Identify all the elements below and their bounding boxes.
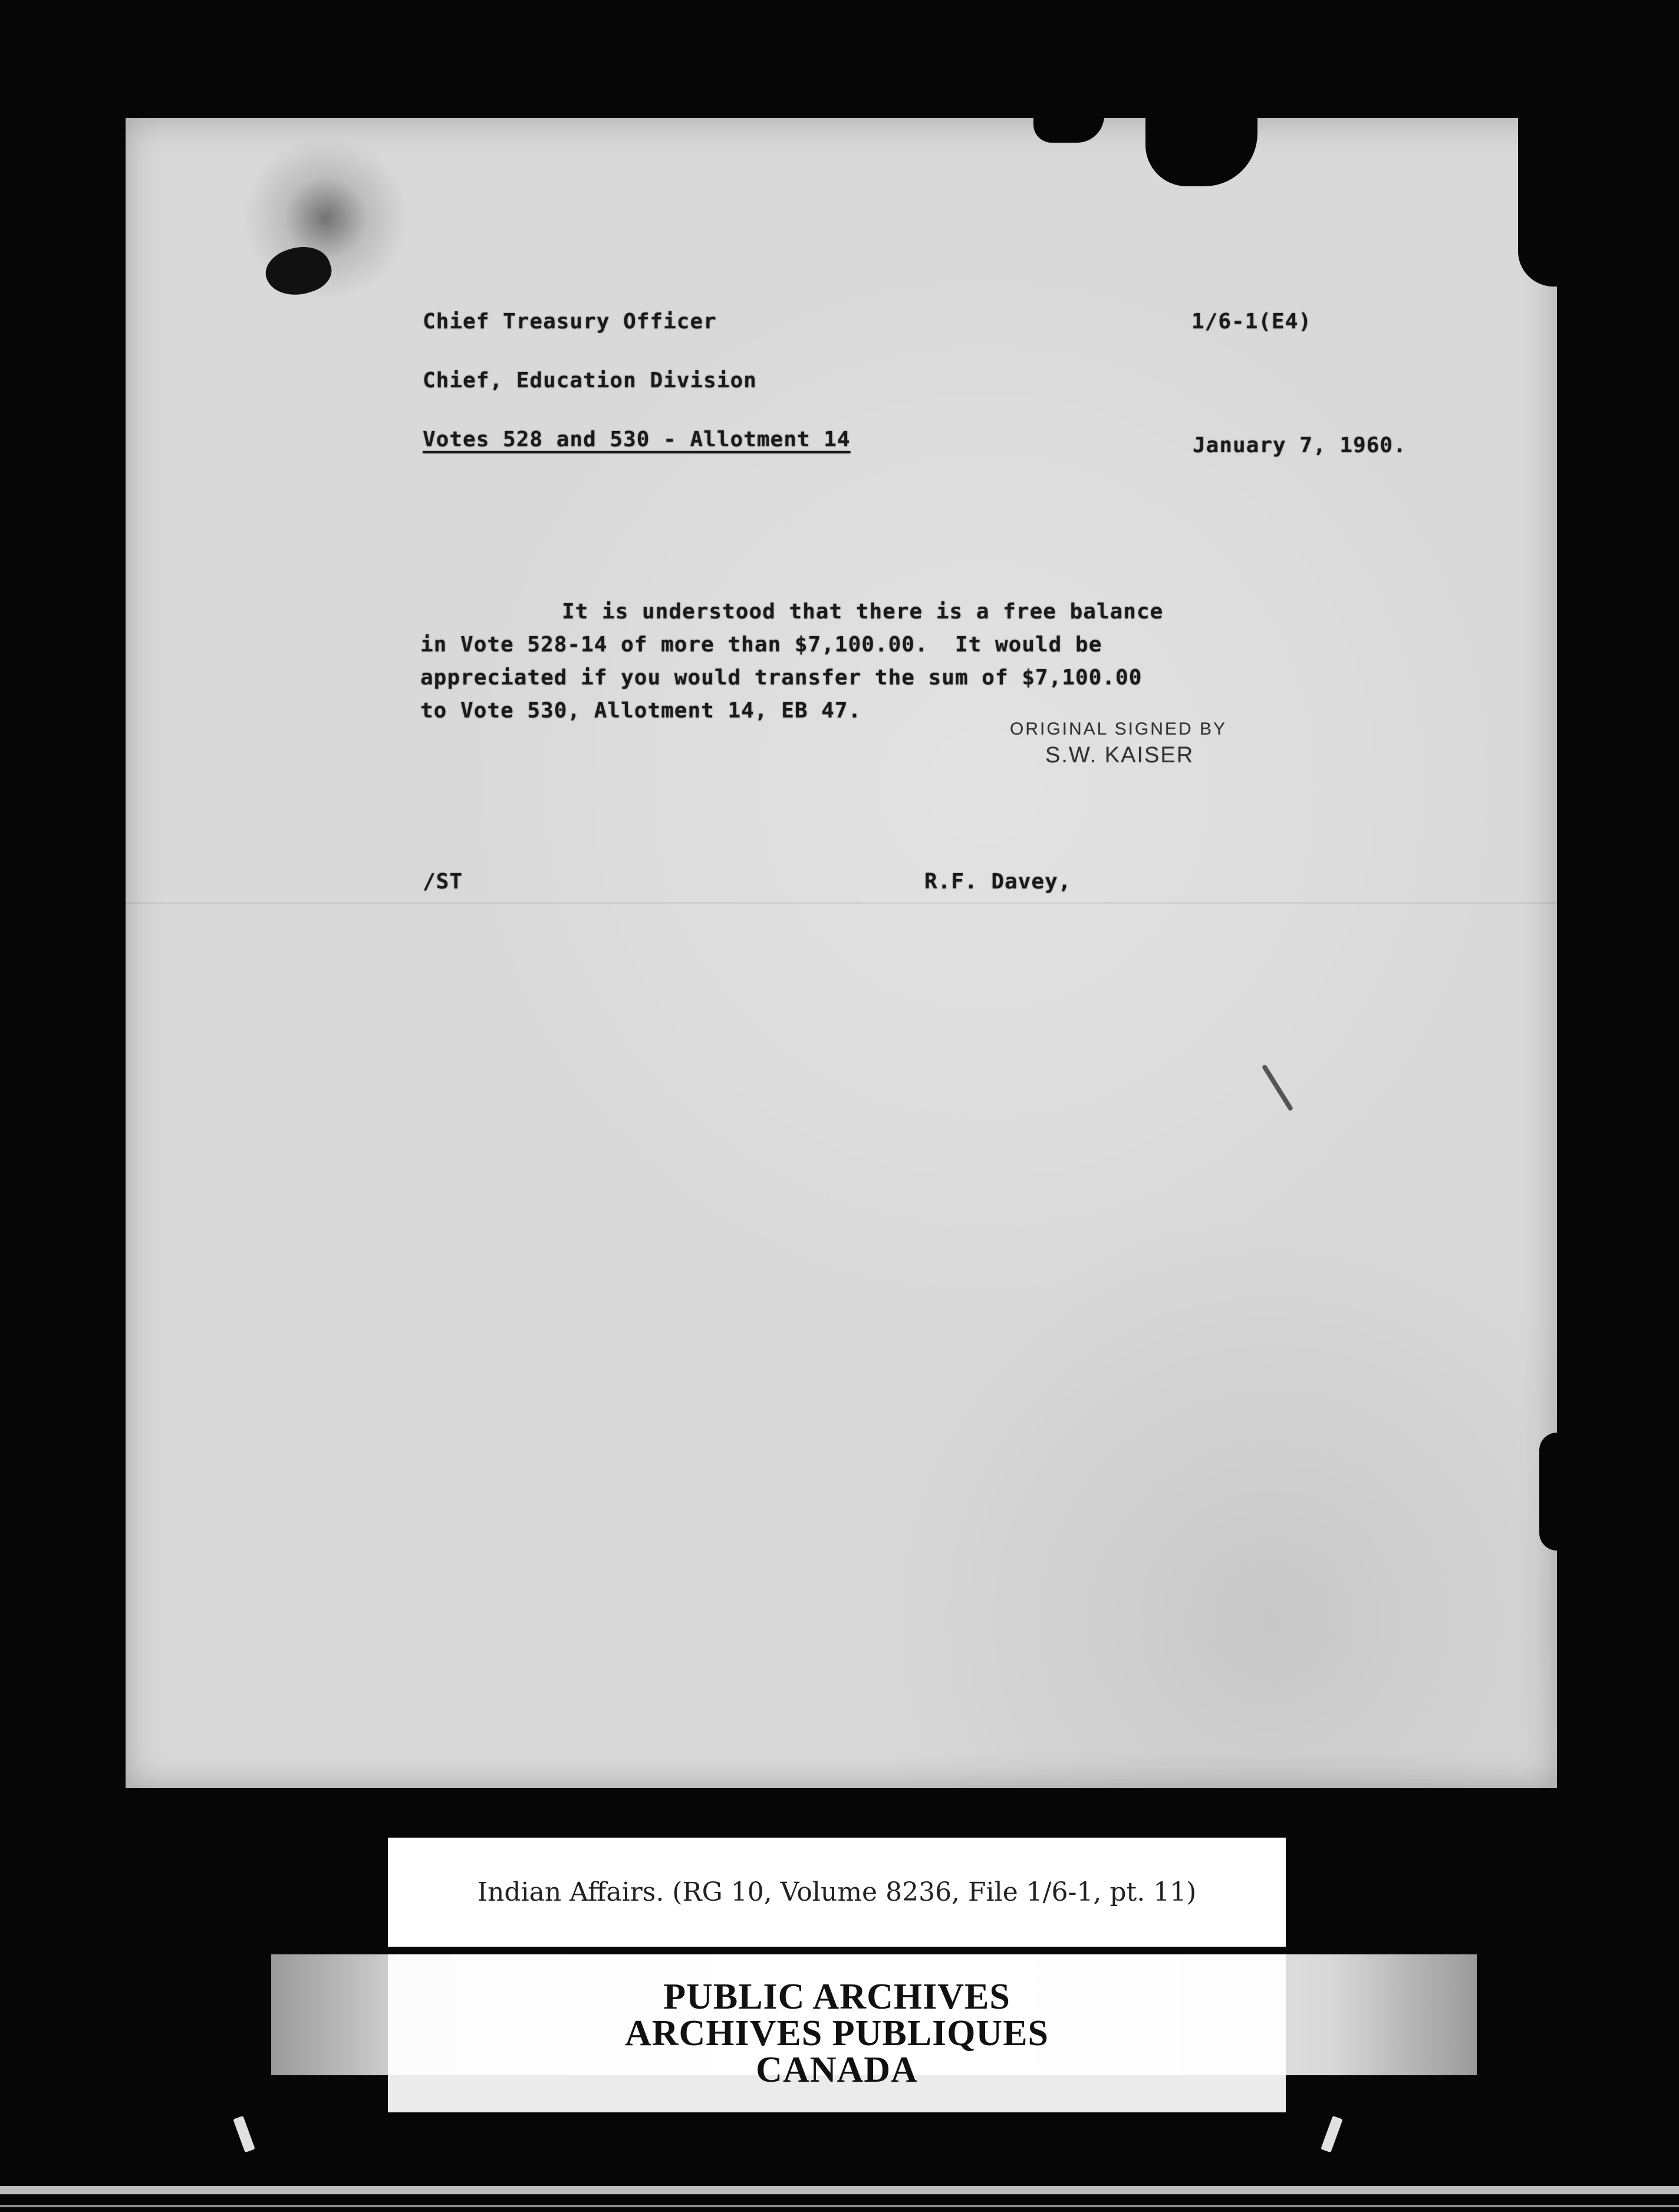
archive-stamp [388, 1954, 1286, 2112]
archive-line-fr: ARCHIVES PUBLIQUES [624, 2013, 1049, 2053]
archive-line-en: PUBLIC ARCHIVES [663, 1977, 1010, 2017]
torn-edge [1145, 116, 1257, 186]
memo-to: Chief Treasury Officer [423, 310, 717, 334]
torn-edge [1033, 116, 1104, 143]
typist-initials: /ST [423, 870, 463, 894]
memo-date: January 7, 1960. [1193, 433, 1407, 457]
film-edge [0, 2186, 1679, 2194]
memo-body [420, 595, 1364, 728]
memo-page [126, 118, 1557, 1788]
signatory-name: R.F. Davey, [924, 870, 1072, 894]
torn-edge [1518, 116, 1559, 287]
torn-edge [1539, 1433, 1559, 1551]
scratch-mark [1262, 1064, 1293, 1112]
body-line: in Vote 528-14 of more than $7,100.00. It would be [420, 633, 1102, 657]
paper-hole [260, 239, 336, 304]
film-mark [1321, 2116, 1342, 2153]
body-line: It is understood that there is a free balance [562, 600, 1164, 624]
file-reference: 1/6-1(E4) [1191, 310, 1312, 334]
film-edge [0, 2205, 1679, 2207]
signature-stamp-line2: S.W. KAISER [1045, 743, 1194, 768]
memo-from: Chief, Education Division [423, 368, 757, 393]
archive-caption-label [388, 1838, 1286, 1947]
body-line: appreciated if you would transfer the sum of $7,100.00 [420, 666, 1143, 690]
archive-line-country: CANADA [756, 2050, 918, 2090]
signature-stamp-line1: ORIGINAL SIGNED BY [1010, 719, 1227, 739]
memo-subject: Votes 528 and 530 - Allotment 14 [423, 427, 851, 452]
archive-caption: Indian Affairs. (RG 10, Volume 8236, File 1/6-1, pt. 11) [477, 1877, 1197, 1907]
body-line: to Vote 530, Allotment 14, EB 47. [420, 699, 862, 723]
film-mark [233, 2116, 255, 2153]
fold-line [126, 902, 1557, 904]
